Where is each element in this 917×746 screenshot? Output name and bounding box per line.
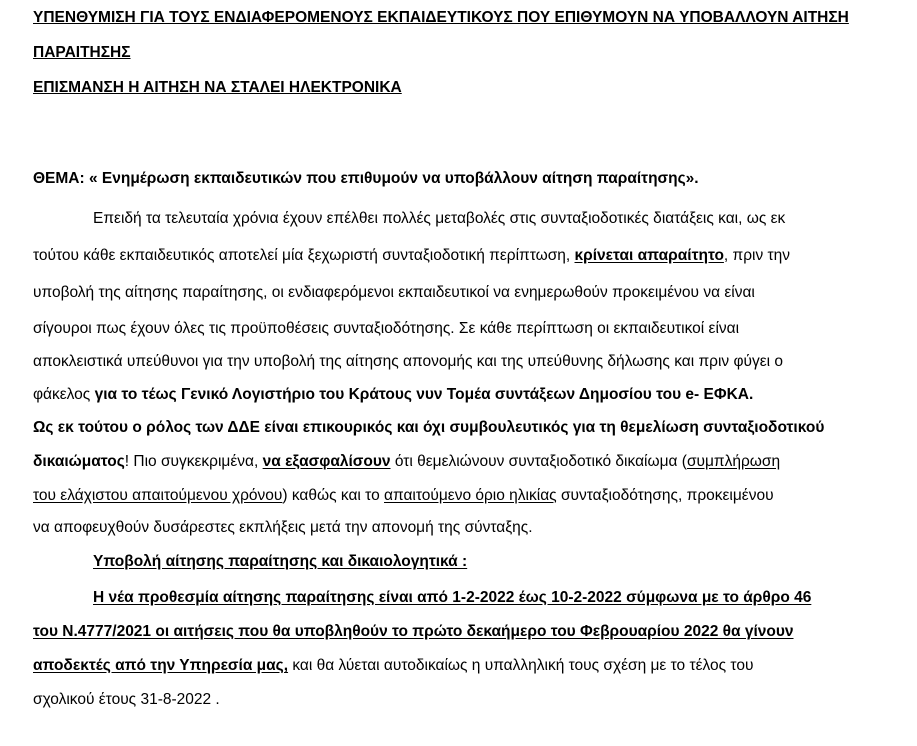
p2-line-1: Ως εκ τούτου ο ρόλος των ΔΔΕ είναι επικουρικός και όχι συμβουλευτικός για τη θεμελίωση συνταξιοδοτικού	[33, 419, 825, 436]
p2-emphasis-ensure: να εξασφαλίσουν	[262, 453, 391, 470]
p2-underline-min-time: του ελάχιστου απαιτούμενου χρόνου	[33, 487, 283, 504]
p2-line-2-text: ! Πιο συγκεκριμένα,	[124, 453, 259, 470]
p1-line-6-text: φάκελος	[33, 386, 91, 403]
section-line-1: Η νέα προθεσμία αίτησης παραίτησης είναι από 1-2-2022 έως 10-2-2022 σύμφωνα με το άρθρο 46	[93, 589, 812, 606]
p1-line-3: υποβολή της αίτησης παραίτησης, οι ενδιαφερόμενοι εκπαιδευτικοί να ενημερωθούν προκειμένου να είναι	[33, 284, 755, 301]
p2-line-2	[33, 453, 780, 471]
subject-line: ΘΕΜΑ: « Ενημέρωση εκπαιδευτικών που επιθυμούν να υποβάλλουν αίτηση παραίτησης».	[33, 170, 699, 187]
heading-line-2: ΠΑΡΑΙΤΗΣΗΣ	[33, 44, 131, 61]
section-line-2: του Ν.4777/2021 οι αιτήσεις που θα υποβληθούν το πρώτο δεκαήμερο του Φεβρουαρίου 2022 θα γίνουν	[33, 623, 794, 640]
p1-line-2-text: τούτου κάθε εκπαιδευτικός αποτελεί μία ξεχωριστή συνταξιοδοτική περίπτωση,	[33, 247, 571, 264]
p1-line-6	[33, 386, 753, 404]
p1-line-6-bold: για το τέως Γενικό Λογιστήριο του Κράτους νυν Τομέα συντάξεων Δημοσίου του e- ΕΦΚΑ.	[94, 386, 754, 403]
p2-line-3	[33, 487, 774, 505]
p1-line-2	[33, 247, 790, 265]
section-title: Υποβολή αίτησης παραίτησης και δικαιολογητικά :	[93, 553, 468, 570]
p1-line-1: Επειδή τα τελευταία χρόνια έχουν επέλθει πολλές μεταβολές στις συνταξιοδοτικές διατάξεις και, ως εκ	[93, 210, 786, 227]
heading-line-3: ΕΠΙΣΜΑΝΣΗ Η ΑΙΤΗΣΗ ΝΑ ΣΤΑΛΕΙ ΗΛΕΚΤΡΟΝΙΚΑ	[33, 79, 402, 96]
p2-bold-right: δικαιώματος	[33, 453, 125, 470]
p1-emphasis-required: κρίνεται απαραίτητο	[574, 247, 724, 264]
section-accepted: αποδεκτές από την Υπηρεσία μας,	[33, 657, 289, 674]
p1-line-4: σίγουροι πως έχουν όλες τις προϋποθέσεις συνταξιοδότησης. Σε κάθε περίπτωση οι εκπαιδευτικοί είναι	[33, 320, 740, 337]
section-line-4: σχολικού έτους 31-8-2022 .	[33, 691, 220, 708]
heading-line-1: ΥΠΕΝΘΥΜΙΣΗ ΓΙΑ ΤΟΥΣ ΕΝΔΙΑΦΕΡΟΜΕΝΟΥΣ ΕΚΠΑΙΔΕΥΤΙΚΟΥΣ ΠΟΥ ΕΠΙΘΥΜΟΥΝ ΝΑ ΥΠΟΒΑΛΛΟΥΝ ΑΙΤΗΣΗ	[33, 9, 849, 26]
p2-line-4: να αποφευχθούν δυσάρεστες εκπλήξεις μετά την απονομή της σύνταξης.	[33, 519, 533, 536]
p1-line-2-end: , πριν την	[723, 247, 791, 264]
p2-underline-age-limit: απαιτούμενο όριο ηλικίας	[384, 487, 557, 504]
p2-line-3-end: συνταξιοδότησης, προκειμένου	[560, 487, 774, 504]
p1-line-5: αποκλειστικά υπεύθυνοι για την υποβολή της αίτησης απονομής και της υπεύθυνης δήλωσης και πριν φύγει ο	[33, 353, 784, 370]
p2-line-3-text: ) καθώς και το	[282, 487, 380, 504]
p2-line-2-mid: ότι θεμελιώνουν συνταξιοδοτικό δικαίωμα (	[394, 453, 687, 470]
p2-underline-completion: συμπλήρωση	[686, 453, 781, 470]
section-line-3-text: και θα λύεται αυτοδικαίως η υπαλληλική τους σχέση με το τέλος του	[292, 657, 754, 674]
section-line-3	[33, 657, 753, 675]
